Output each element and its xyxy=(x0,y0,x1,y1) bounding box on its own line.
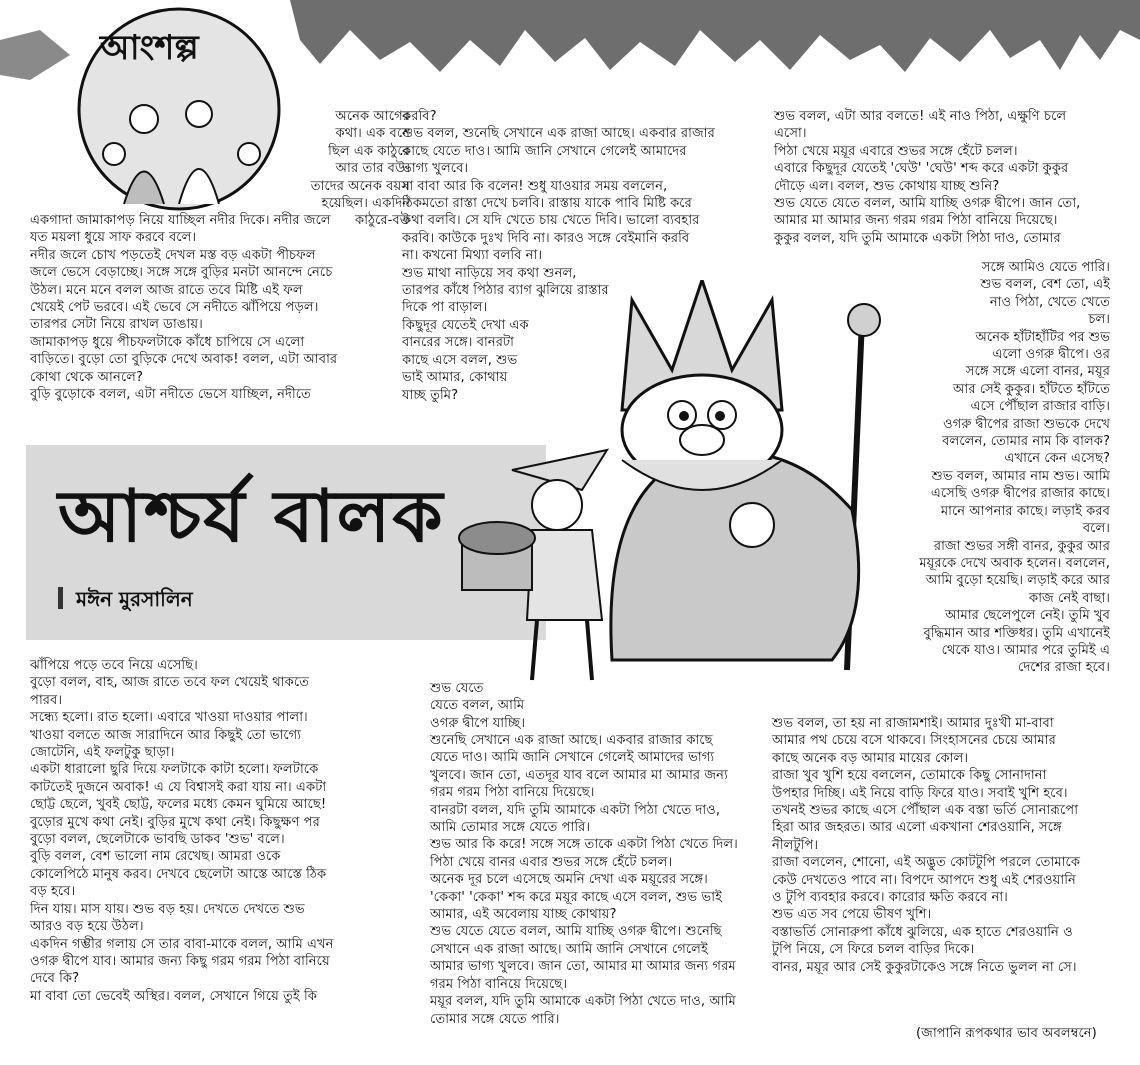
text-line: মানে আপনার কাছে। লড়াই করব xyxy=(940,503,1110,519)
text-line: আমার মা আমার জন্য গরম গরম পিঠা বানিয়ে দিয়েছে। xyxy=(774,213,1058,229)
text-line: শুভ বলল, আমার নাম শুভ। আমি xyxy=(931,468,1110,484)
text-line: 'কেকা' 'কেকা' শব্দ করে ময়ূর কাছে এসে বলল, শুভ ভাই xyxy=(430,889,722,905)
text-line: গরম গরম পিঠা বানিয়ে দিয়েছে। xyxy=(430,785,595,801)
text-line: উপহার দিচ্ছি। এই নিয়ে বাড়ি ফিরে যাও। সবাই খুশি হবে। xyxy=(772,785,1068,801)
text-line: আরও বড় হয়ে উঠল। xyxy=(30,919,144,935)
text-line: যেতে বলল, আমি xyxy=(430,698,525,714)
text-line: পিঠা খেয়ে ময়ূর এবারে শুভর সঙ্গে হেঁটে চলল। xyxy=(774,143,1018,159)
text-line: শুভ বলল, বেশ তো, এই xyxy=(980,277,1110,293)
text-line: বুড়ি বলল, বেশ ভালো নাম রেখেছ। আমরা ওকে xyxy=(30,849,281,865)
text-line: আমার ভাগ্য খুলবে। জান তো, আমার মা আমার জন্য গরম xyxy=(430,959,736,975)
text-line: সঙ্গে সঙ্গে এলো বানর, ময়ূর xyxy=(965,364,1110,380)
text-line: হিরা আর জহরত। আর এলো একখানা শেরওয়ানি, সঙ্গে xyxy=(772,820,1062,836)
text-line: বড় হবে। xyxy=(30,884,76,900)
text-line: ছিল এক কাঠুরে xyxy=(328,143,410,159)
text-line: নাও পিঠা, খেতে খেতে xyxy=(989,294,1110,310)
text-line: বললেন, তোমার নাম কি বালক? xyxy=(942,434,1110,450)
text-line: আমি বুড়ো হয়েছি। লড়াই করে আর xyxy=(925,573,1110,589)
text-line: দেবে কি? xyxy=(30,971,80,987)
text-line: দেশের রাজা হবে। xyxy=(1017,660,1110,676)
text-line: শুভ যেতে যেতে বলল, আমি যাচ্ছি ওগরু দ্বীপে। জান তো, xyxy=(774,196,1081,212)
text-line: নীলটুপি। xyxy=(772,837,819,853)
text-line: ময়ূর বলল, যদি তুমি আমাকে একটা পিঠা খেতে দাও, আমি xyxy=(430,994,736,1010)
text-line: বস্তাভর্তি সোনারুপা কাঁধে ঝুলিয়ে, এক হাতে শেরওয়ানি ও xyxy=(772,924,1073,940)
text-line: কোথা থেকে আনলে? xyxy=(30,369,143,385)
text-line: শুভ বলল, শুনেছি সেখানে এক রাজা আছে। একবার রাজার xyxy=(402,126,715,142)
text-line: রাজা শুভর সঙ্গী বানর, কুকুর আর xyxy=(933,538,1110,554)
text-line: শুভ আর কি করে! সঙ্গে সঙ্গে তাকে একটা পিঠা খেতে দিল। xyxy=(430,837,738,853)
text-line: শুভ বলল, তা হয় না রাজামশাই। আমার দুঃখী মা-বাবা xyxy=(772,716,1054,731)
text-line: শুভ মাথা নাড়িয়ে সব কথা শুনল, xyxy=(402,265,577,281)
text-line: এসো। xyxy=(774,126,807,142)
text-line: চল। xyxy=(1088,312,1110,328)
text-line: ভাগ্য খুলবে। xyxy=(402,161,469,177)
text-line: খেয়েই পেট ভরবে। এই ভেবে সে নদীতে ঝাঁপিয়ে পড়ল। xyxy=(30,300,319,316)
text-line: হয়েছিল। একদিন কাঠুরে-বউ xyxy=(321,196,410,229)
text-line: এবারে কিছুদূর যেতেই 'ঘেউ' 'ঘেউ' শব্দ করে একটা কুকুর xyxy=(774,161,1069,177)
text-line: কাছে যেতে দাও। আমি জানি সেখানে গেলেই আমাদের xyxy=(402,143,687,159)
text-line: আর তার বউ। xyxy=(335,161,410,177)
text-line: কিছুদূর যেতেই দেখা এক xyxy=(402,317,529,333)
text-line: ভাই আমার, কোথায় xyxy=(402,370,508,386)
text-line: সন্ধ্যে হলো। রাত হলো। এবারে খাওয়া দাওয়ার পালা। xyxy=(30,710,308,726)
text-line: আমি তোমার সঙ্গে যেতে পারি। xyxy=(430,820,591,836)
text-line: কোলেপিঠে মানুষ করব। দেখবে ছেলেটা আস্তে আস্তে ঠিক xyxy=(30,866,327,882)
text-line: সেখানে এক রাজা আছে। আমি জানি সেখানে গেলেই xyxy=(430,941,708,957)
text-line: খুলবে। জান তো, এতদূর যাব বলে আমার মা আমার জন্য xyxy=(430,767,728,783)
text-line: ময়ূরকে দেখে অবাক হলেন। বললেন, xyxy=(919,555,1110,571)
text-line: নদীর জলে চোখ পড়তেই দেখল মস্ত বড় একটা পীচফল xyxy=(30,247,316,263)
text-line: পারব। xyxy=(30,692,63,708)
text-line: জামাকাপড় ধুয়ে পীচফলটাকে কাঁধে চাপিয়ে সে এলো xyxy=(30,334,305,350)
king-and-boy-illustration xyxy=(452,280,902,690)
col1-bottom xyxy=(30,657,415,1005)
text-line: উঠল। মনে মনে বলল আজ রাতে তবে মিষ্টি এই ফল xyxy=(30,282,303,298)
text-line: ও টুপি ব্যবহার করবে। কারোর ক্ষতি করবে না। xyxy=(772,890,1008,906)
text-line: দৌড়ে এল। বলল, শুভ কোথায় যাচ্ছ শুনি? xyxy=(774,178,1000,194)
text-line: খাওয়া বলতে আজ সারাদিনে আর কিছুই তো ভাগ্যে xyxy=(30,727,302,743)
text-line: বলে। xyxy=(1082,521,1110,537)
text-line: আমার পথ চেয়ে বসে থাকবে। সিংহাসনের চেয়ে আমার xyxy=(772,733,1056,749)
text-line: জলে ভেসে বেড়াচ্ছে। সঙ্গে সঙ্গে বুড়ির মনটা আনন্দে নেচে xyxy=(30,265,333,281)
text-line: তারপর কাঁধে পিঠার ব্যাগ ঝুলিয়ে রাস্তার xyxy=(402,283,609,299)
text-line: যাচ্ছ তুমি? xyxy=(402,387,459,403)
text-line: ঠিকমতো রাস্তা দেখে চলবি। রাস্তায় যাকে পাবি মিষ্টি করে xyxy=(402,196,692,212)
text-line: শুভ যেতে xyxy=(430,681,484,696)
text-line: বুড়ি বুড়োকে বলল, এটা নদীতে ভেসে যাচ্ছিল, নদীতে xyxy=(30,387,311,403)
text-line: ওগরু দ্বীপের রাজা শুভকে দেখে xyxy=(943,416,1110,432)
text-line: একগাদা জামাকাপড় নিয়ে যাচ্ছিল নদীর দিকে। নদীর জলে xyxy=(30,213,331,228)
text-line: বানর, ময়ূর আর সেই কুকুরটাকেও সঙ্গে নিতে ভুলল না সে। xyxy=(772,959,1077,975)
col2-bottom-short xyxy=(430,680,580,732)
text-line: পিঠা খেয়ে বানর এবার শুভর সঙ্গে হেঁটে চলল। xyxy=(430,854,673,870)
text-line: করবি? xyxy=(402,109,437,124)
text-line: আর সেই কুকুর। হাঁটতে হাঁটতে xyxy=(952,381,1110,397)
text-line: কাছে অনেক বড় আমার মায়ের কোল। xyxy=(772,750,969,766)
text-line: মা বাবা আর কি বলেন! শুধু যাওয়ার সময় বললেন, xyxy=(402,178,668,194)
text-line: একদিন গম্ভীর গলায় সে তার বাবা-মাকে বলল, আমি এখন xyxy=(30,936,334,952)
text-line: কাজ নেই বাছা। xyxy=(1028,590,1110,606)
text-line: যেতে দাও। আমি জানি সেখানে গেলেই আমাদের ভাগ্য xyxy=(430,750,715,766)
text-line: এসেছি ওগরু দ্বীপের রাজার কাছে। xyxy=(930,486,1110,502)
text-line: জোটেনি, এই ফলটুকু ছাড়া। xyxy=(30,745,175,761)
text-line: দিকে পা বাড়াল। xyxy=(402,300,488,316)
text-line: ঝাঁপিয়ে পড়ে তবে নিয়ে এসেছি। xyxy=(30,658,198,673)
text-line: বুড়োর মুখে কথা নেই। বুড়ির মুখে কথা নেই। কিছুক্ষণ পর xyxy=(30,814,320,830)
text-line: অনেক আগের xyxy=(335,109,410,124)
text-line: তোমার সঙ্গে যেতে পারি। xyxy=(430,1011,560,1027)
text-line: বুড়ো বলল, বাহ, আজ রাতে তবে ফল খেয়েই থাকতে xyxy=(30,675,310,691)
author-name: মঈন মুরসালিন xyxy=(76,587,193,611)
text-line: মা বাবা তো ভেবেই অস্থির। বলল, সেখানে গিয়ে তুই কি xyxy=(30,988,317,1004)
text-line: গরম পিঠা বানিয়ে দিয়েছে। xyxy=(430,976,568,992)
story-title: আশ্চর্য বালক xyxy=(58,473,445,558)
text-line: আমার ছেলেপুলে নেই। তুমি খুব xyxy=(945,608,1110,624)
text-line: শুনেছি সেখানে এক রাজা আছে। একবার রাজার কাছে xyxy=(430,733,713,748)
text-line: যত ময়লা ধুয়ে সাফ করবে বলে। xyxy=(30,230,197,246)
col3-top xyxy=(774,108,1134,247)
text-line: কেউ দেখতেও পাবে না। বিপদে আপদে শুধু এই শেরওয়ানি xyxy=(772,872,1076,888)
text-line: রাজা খুব খুশি হয়ে বললেন, তোমাকে কিছু সোনাদানা xyxy=(772,768,1047,784)
text-line: কথা। এক বনে xyxy=(335,126,410,142)
text-line: থেকে যাও। আমার পরে তুমিই এ xyxy=(941,642,1110,658)
text-line: একটা ধারালো ছুরি দিয়ে ফলটাকে কাটা হলো। ফলটাকে xyxy=(30,762,319,778)
text-line: বুড়ো বলল, ছেলেটাকে ভাবছি ডাকব 'শুভ' বলে। xyxy=(30,832,285,848)
text-line: ওগরু দ্বীপে যাচ্ছি। xyxy=(430,715,526,731)
text-line: বানরটা বলল, যদি তুমি আমাকে একটা পিঠা খেতে দাও, xyxy=(430,802,721,818)
col3-mid xyxy=(880,259,1110,677)
text-line: এসে পৌঁছাল রাজার বাড়ি। xyxy=(970,399,1110,415)
text-line: তারপর সেটা নিয়ে রাখল ডাঙায়। xyxy=(30,317,203,333)
text-line: টুপি নিয়ে, সে ফিরে চলল বাড়ির দিকে। xyxy=(772,942,975,958)
text-line: দিন যায়। মাস যায়। শুভ বড় হয়। দেখতে দেখতে শুভ xyxy=(30,901,305,917)
text-line: অনেক হাঁটাহাঁটির পর শুভ xyxy=(975,329,1110,345)
col3-bottom xyxy=(772,715,1134,976)
text-line: কথা বলবি। সে যদি খেতে চায় খেতে দিবি। ভালো ব্যবহার xyxy=(402,213,700,229)
text-line: কাটতেই দুজনে অবাক! এ যে বিশ্বাসই করা যায় না। একটা xyxy=(30,779,327,795)
col1-top xyxy=(30,212,410,403)
text-line: শুভ যেতে যেতে বলল, আমি যাচ্ছি ওগরু দ্বীপে। শুনেছি xyxy=(430,924,722,940)
text-line: ছোট্ট ছেলে, খুবই ছোট্ট, ফলের মধ্যে কেমন ঘুমিয়ে আছে! xyxy=(30,797,327,813)
text-line: কাছে এসে বলল, শুভ xyxy=(402,352,518,368)
text-line: বুদ্ধিমান আর শক্তিধর। তুমি এখানেই xyxy=(923,625,1110,641)
text-line: ওগরু দ্বীপে যাব। আমার জন্য কিছু গরম গরম পিঠা বানিয়ে xyxy=(30,953,330,969)
author-marker xyxy=(58,587,63,609)
text-line: এখানে কেন এসেছ? xyxy=(1004,451,1110,467)
text-line: রাজা বললেন, শোনো, এই অদ্ভুত কোটটুপি পরলে তোমাকে xyxy=(772,855,1081,871)
text-line: তাদের অনেক বয়স xyxy=(310,178,410,194)
text-line: শুভ এত সব পেয়ে ভীষণ খুশি। xyxy=(772,907,932,923)
text-line: বাড়িতে। বুড়ো তো বুড়িকে দেখে অবাক! বলল, এটা আবার xyxy=(30,352,338,368)
text-line: বানরের সঙ্গে। বানরটা xyxy=(402,335,514,351)
col2-bottom xyxy=(430,732,770,1028)
source-note: (জাপানি রূপকথার ভাব অবলম্বনে) xyxy=(916,1026,1097,1041)
text-line: সঙ্গে আমিও যেতে পারি। xyxy=(981,260,1110,275)
text-line: অনেক দূর চলে এসেছে অমনি দেখা এক ময়ূরের সঙ্গে। xyxy=(430,872,708,888)
text-line: না। কখনো মিথ্যা বলবি না। xyxy=(402,248,543,264)
logo-title: আংশল্প xyxy=(100,28,199,68)
text-line: তখনই শুভর কাছে এসে পৌঁছাল এক বস্তা ভর্তি সোনারূপো xyxy=(772,803,1079,819)
text-line: কুকুর বলল, যদি তুমি আমাকে একটা পিঠা দাও, তোমার xyxy=(774,230,1061,246)
text-line: এলো ওগরু দ্বীপে। ওর xyxy=(992,347,1110,363)
text-line: করবি। কাউকে দুঃখ দিবি না। কারও সঙ্গে বেইমানি করবি xyxy=(402,230,690,246)
text-line: শুভ বলল, এটা আর বলতে! এই নাও পিঠা, এক্ষুণি চলে xyxy=(774,109,1067,124)
text-line: আমার, এই অবেলায় যাচ্ছ কোথায়? xyxy=(430,907,617,923)
